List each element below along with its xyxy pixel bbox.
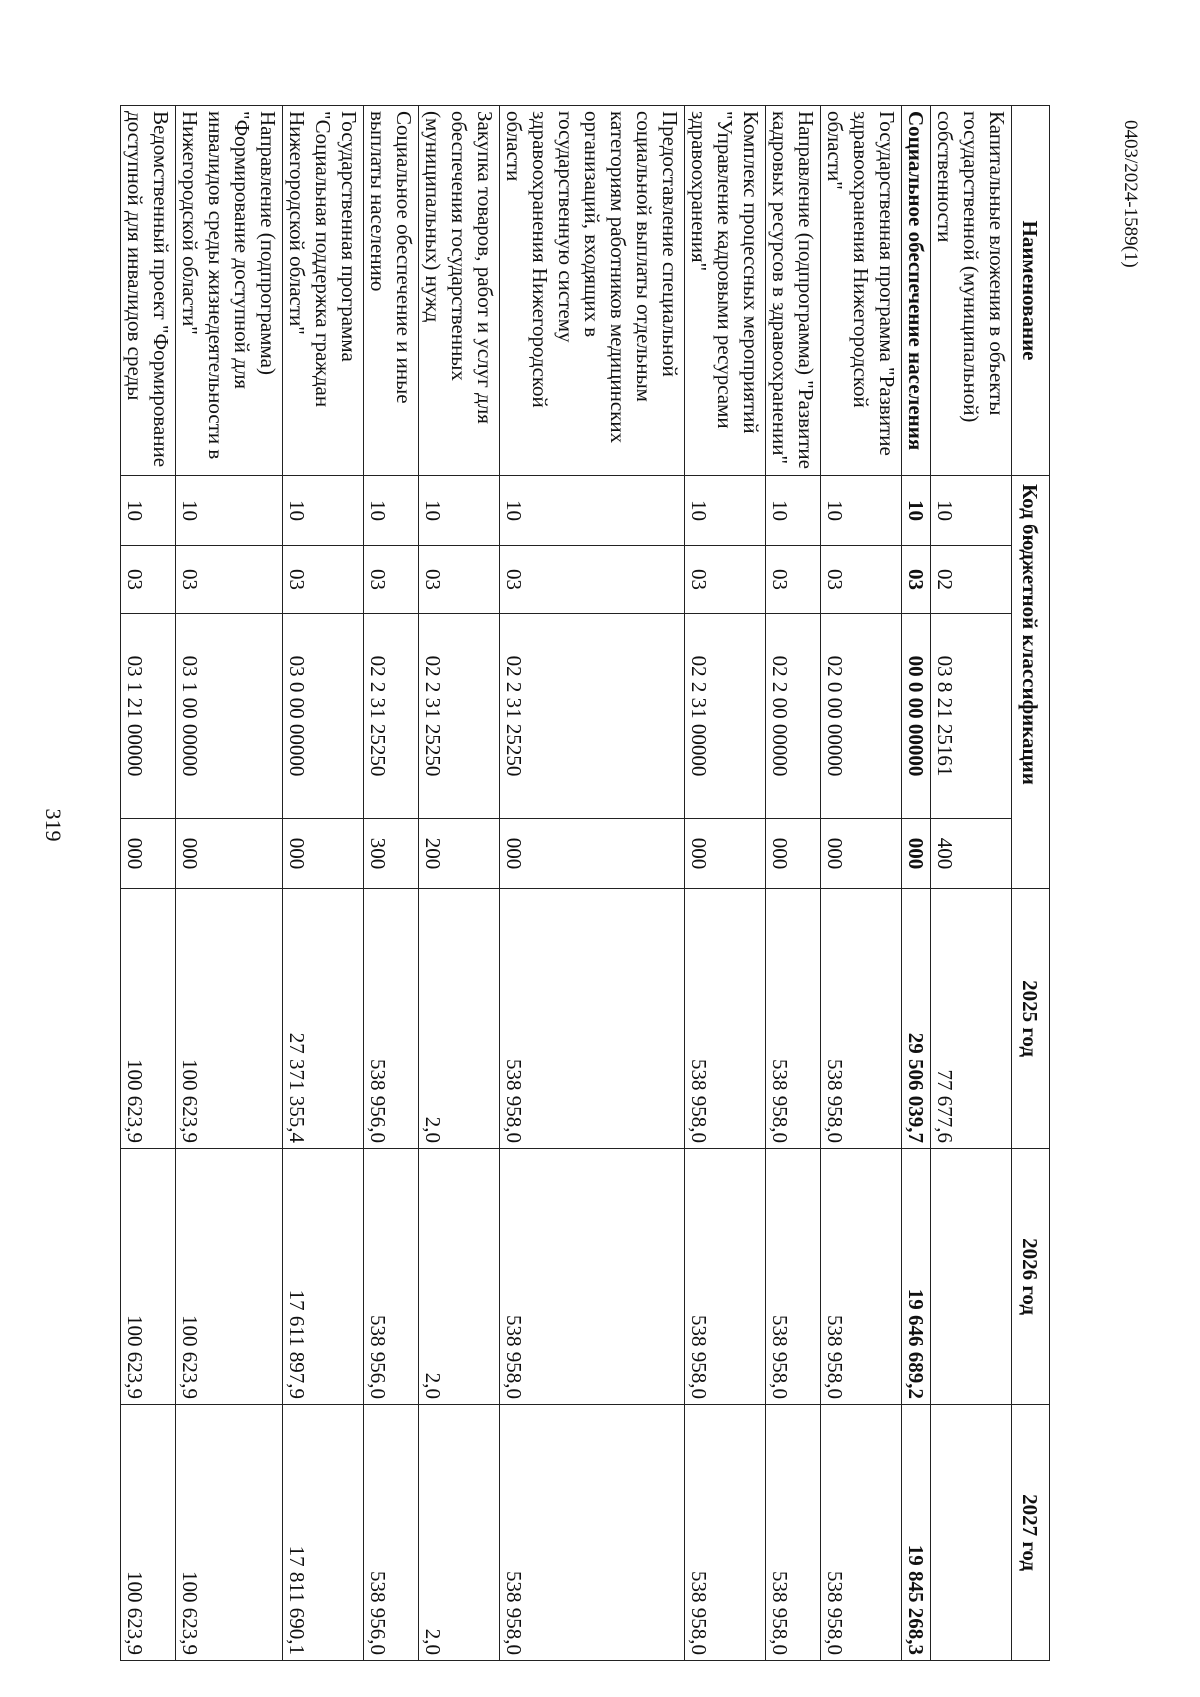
row-name: Государственная программа "Социальная поддержка граждан Нижегородской области": [283, 106, 364, 476]
row-value-2025: 100 623,9: [121, 889, 176, 1149]
row-name: Государственная программа "Развитие здравоохранения Нижегородской области": [821, 106, 902, 476]
row-code-target: 03 0 00 00000: [283, 614, 364, 819]
budget-table: [120, 105, 1050, 1661]
row-code-section: 10: [121, 476, 176, 546]
row-code-subsection: 03: [821, 546, 902, 614]
row-value-2027: 100 623,9: [176, 1405, 283, 1661]
row-value-2026: 538 958,0: [500, 1149, 685, 1405]
row-code-subsection: 03: [176, 546, 283, 614]
row-code-expense-type: 300: [364, 819, 419, 889]
row-code-section: 10: [364, 476, 419, 546]
row-value-2025: 100 623,9: [176, 889, 283, 1149]
row-code-expense-type: 000: [121, 819, 176, 889]
row-code-subsection: 03: [121, 546, 176, 614]
header-classification: Код бюджетной классификации: [1012, 476, 1050, 889]
row-code-target: 03 1 00 00000: [176, 614, 283, 819]
row-value-2027: [931, 1405, 1012, 1661]
row-code-target: 03 1 21 00000: [121, 614, 176, 819]
row-value-2027: 17 811 690,1: [283, 1405, 364, 1661]
row-name: Социальное обеспечение населения: [902, 106, 931, 476]
row-value-2027: 19 845 268,3: [902, 1405, 931, 1661]
table-row: [500, 106, 685, 1661]
row-value-2026: 538 958,0: [685, 1149, 766, 1405]
row-value-2025: 538 958,0: [766, 889, 821, 1149]
row-code-section: 10: [419, 476, 500, 546]
row-value-2025: 77 677,6: [931, 889, 1012, 1149]
row-value-2027: 538 958,0: [685, 1405, 766, 1661]
row-code-subsection: 03: [283, 546, 364, 614]
row-value-2025: 27 371 355,4: [283, 889, 364, 1149]
row-value-2026: 100 623,9: [176, 1149, 283, 1405]
row-value-2027: 2,0: [419, 1405, 500, 1661]
row-code-target: 00 0 00 00000: [902, 614, 931, 819]
row-code-section: 10: [931, 476, 1012, 546]
row-code-section: 10: [902, 476, 931, 546]
table-row: [902, 106, 931, 1661]
row-code-section: 10: [766, 476, 821, 546]
table-header-row: [1012, 106, 1050, 1661]
row-code-section: 10: [176, 476, 283, 546]
table-row: [419, 106, 500, 1661]
row-value-2026: 17 611 897,9: [283, 1149, 364, 1405]
row-name: Направление (подпрограмма) "Формирование доступной для инвалидов среды жизнедеятельности в Нижегородской области": [176, 106, 283, 476]
row-value-2027: 538 958,0: [766, 1405, 821, 1661]
row-code-target: 02 2 31 00000: [685, 614, 766, 819]
row-code-expense-type: 000: [500, 819, 685, 889]
row-value-2026: 538 958,0: [821, 1149, 902, 1405]
row-code-target: 03 8 21 25161: [931, 614, 1012, 819]
row-code-subsection: 02: [931, 546, 1012, 614]
row-value-2025: 538 958,0: [500, 889, 685, 1149]
row-code-subsection: 03: [902, 546, 931, 614]
row-code-expense-type: 200: [419, 819, 500, 889]
row-value-2027: 538 956,0: [364, 1405, 419, 1661]
row-code-target: 02 2 31 25250: [500, 614, 685, 819]
row-code-section: 10: [283, 476, 364, 546]
header-2025: 2025 год: [1012, 889, 1050, 1149]
row-value-2025: 29 506 039,7: [902, 889, 931, 1149]
row-name: Ведомственный проект "Формирование доступной для инвалидов среды: [121, 106, 176, 476]
header-name: Наименование: [1012, 106, 1050, 476]
budget-table-container: [123, 105, 1050, 1660]
header-2027: 2027 год: [1012, 1405, 1050, 1661]
row-value-2025: 538 956,0: [364, 889, 419, 1149]
table-body: [121, 106, 1012, 1661]
row-code-expense-type: 000: [283, 819, 364, 889]
row-value-2027: 538 958,0: [500, 1405, 685, 1661]
row-value-2026: 538 956,0: [364, 1149, 419, 1405]
row-name: Направление (подпрограмма) "Развитие кадровых ресурсов в здравоохранении": [766, 106, 821, 476]
row-code-expense-type: 000: [766, 819, 821, 889]
row-code-section: 10: [685, 476, 766, 546]
table-row: [283, 106, 364, 1661]
row-code-subsection: 03: [766, 546, 821, 614]
row-code-subsection: 03: [419, 546, 500, 614]
row-code-expense-type: 000: [176, 819, 283, 889]
row-name: Социальное обеспечение и иные выплаты населению: [364, 106, 419, 476]
row-value-2026: 19 646 689,2: [902, 1149, 931, 1405]
row-code-target: 02 2 31 25250: [364, 614, 419, 819]
row-code-section: 10: [500, 476, 685, 546]
table-row: [121, 106, 176, 1661]
row-code-expense-type: 000: [902, 819, 931, 889]
row-code-expense-type: 000: [821, 819, 902, 889]
table-row: [685, 106, 766, 1661]
row-code-subsection: 03: [364, 546, 419, 614]
document-id: 0403/2024-1589(1): [1120, 120, 1141, 268]
row-value-2026: 100 623,9: [121, 1149, 176, 1405]
row-code-subsection: 03: [685, 546, 766, 614]
row-name: Закупка товаров, работ и услуг для обеспечения государственных (муниципальных) нужд: [419, 106, 500, 476]
table-row: [821, 106, 902, 1661]
row-value-2025: 538 958,0: [685, 889, 766, 1149]
row-value-2025: 2,0: [419, 889, 500, 1149]
row-code-target: 02 2 31 25250: [419, 614, 500, 819]
row-value-2027: 538 958,0: [821, 1405, 902, 1661]
row-code-target: 02 0 00 00000: [821, 614, 902, 819]
row-value-2026: 2,0: [419, 1149, 500, 1405]
row-value-2026: [931, 1149, 1012, 1405]
row-code-expense-type: 400: [931, 819, 1012, 889]
row-name: Капитальные вложения в объекты государственной (муниципальной) собственности: [931, 106, 1012, 476]
row-name: Предоставление специальной социальной выплаты отдельным категориям работников медицинских организаций, входящих в государственную систему здравоохранения Нижегородской области: [500, 106, 685, 476]
row-code-subsection: 03: [500, 546, 685, 614]
table-row: [931, 106, 1012, 1661]
table-row: [176, 106, 283, 1661]
row-value-2027: 100 623,9: [121, 1405, 176, 1661]
row-code-target: 02 2 00 00000: [766, 614, 821, 819]
header-2026: 2026 год: [1012, 1149, 1050, 1405]
row-code-expense-type: 000: [685, 819, 766, 889]
table-row: [364, 106, 419, 1661]
row-code-section: 10: [821, 476, 902, 546]
row-value-2026: 538 958,0: [766, 1149, 821, 1405]
row-value-2025: 538 958,0: [821, 889, 902, 1149]
page-number: 319: [41, 808, 66, 842]
row-name: Комплекс процессных мероприятий "Управление кадровыми ресурсами здравоохранения": [685, 106, 766, 476]
table-row: [766, 106, 821, 1661]
